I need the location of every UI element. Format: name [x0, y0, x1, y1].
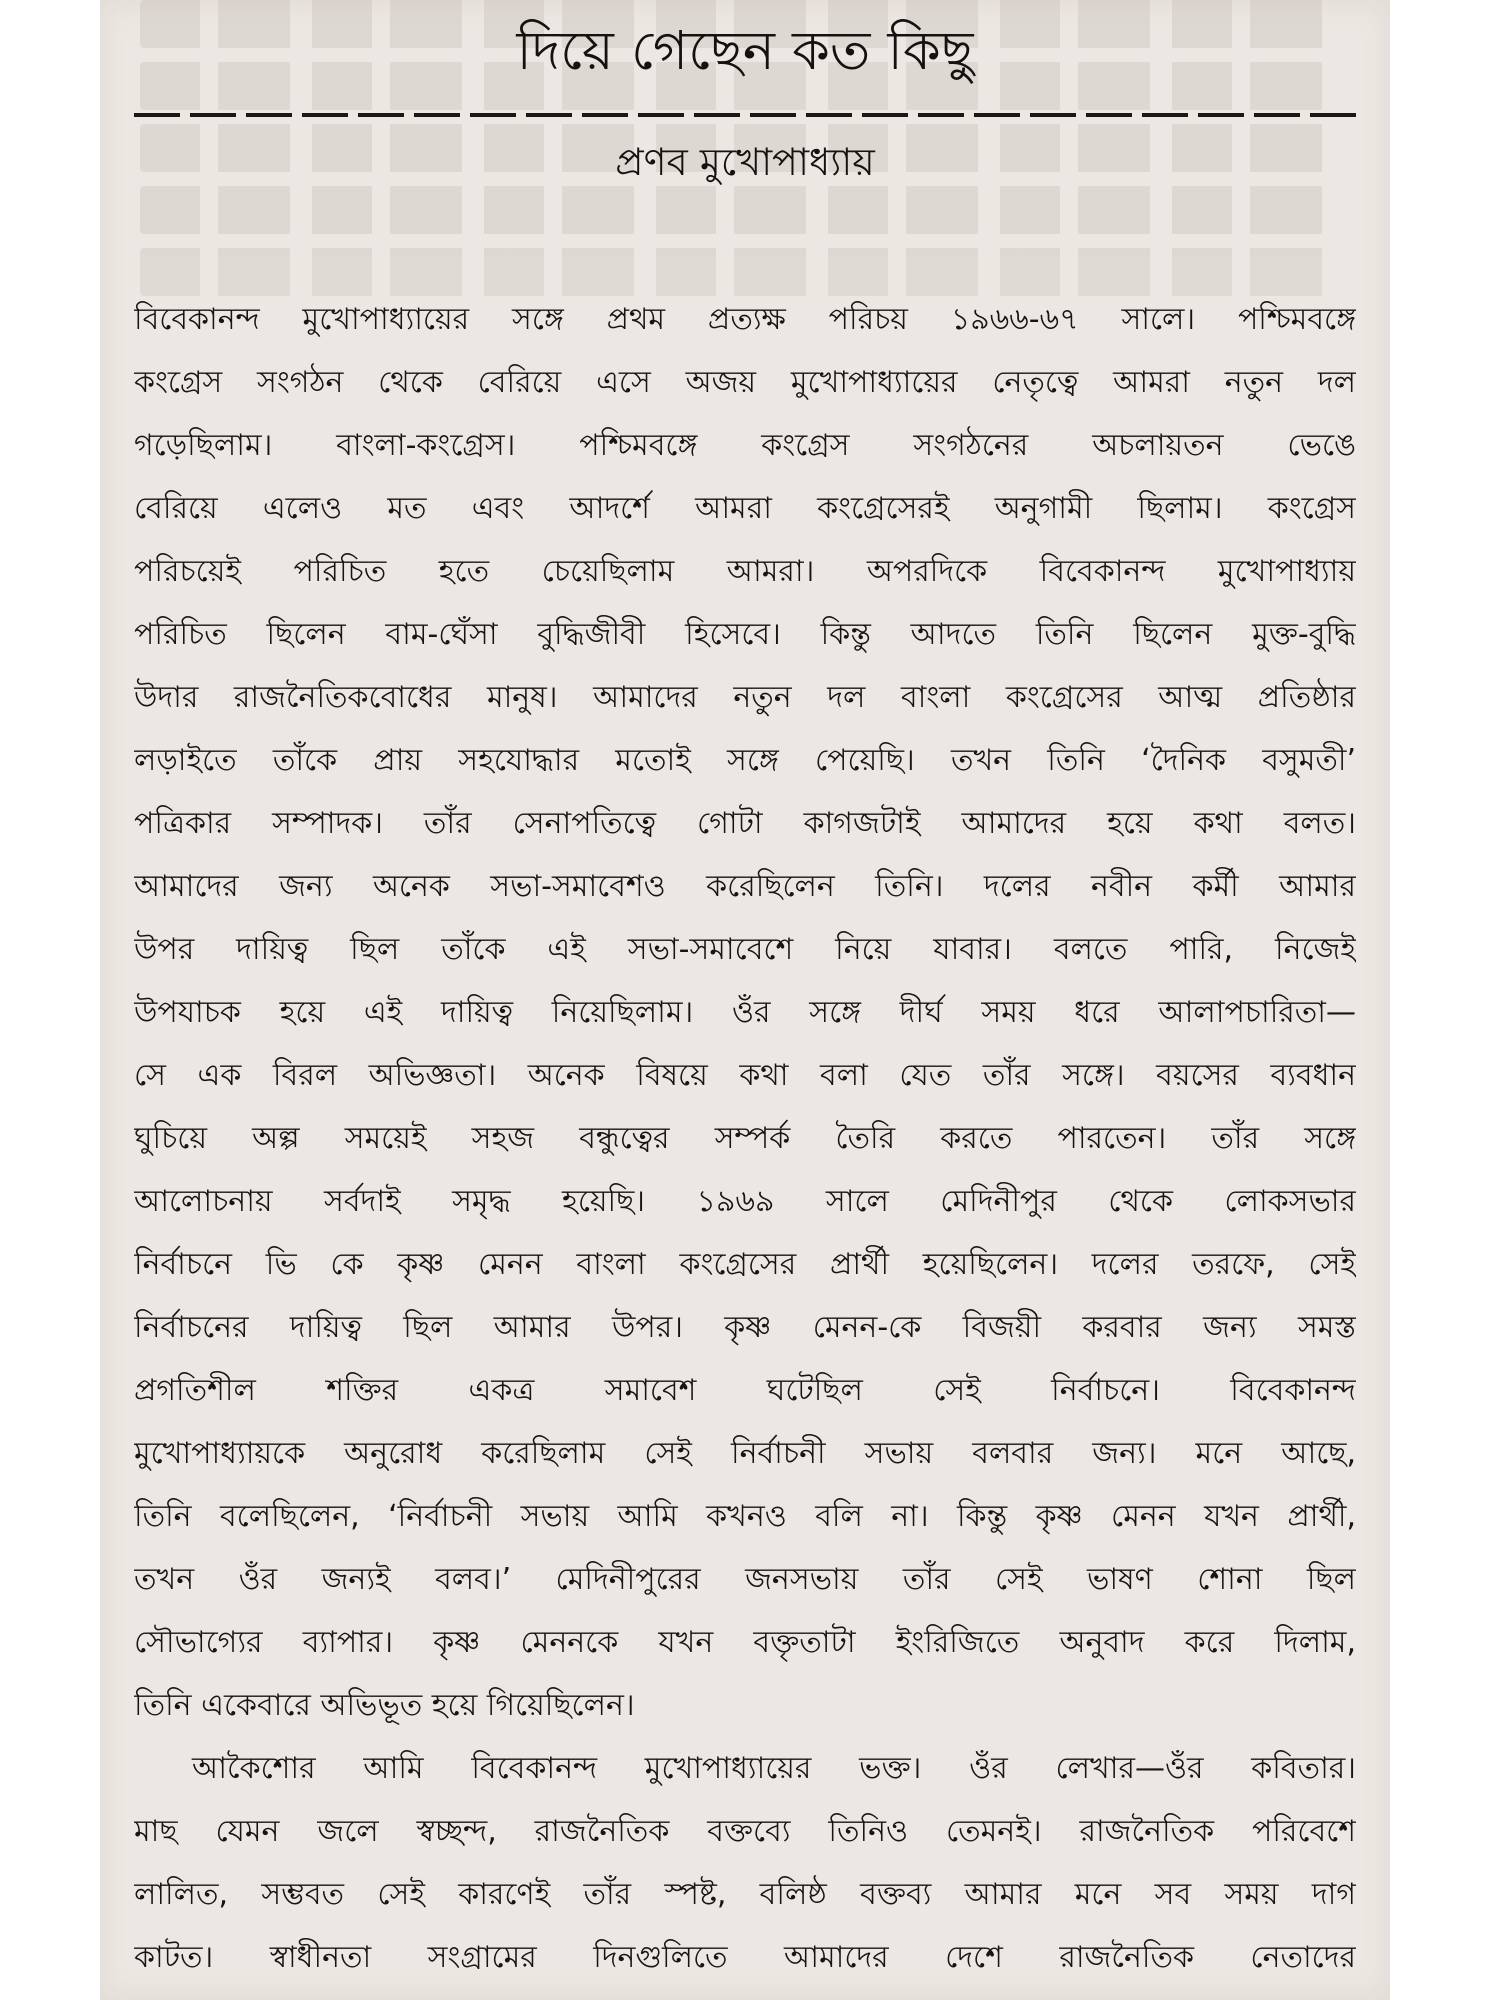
article-author: প্রণব মুখোপাধ্যায় [615, 140, 875, 184]
body-line: ঘুচিয়ে অল্প সময়েই সহজ বন্ধুত্বের সম্পর্ক তৈরি করতে পারতেন। তাঁর সঙ্গে [134, 1121, 1356, 1156]
body-line: লালিত, সম্ভবত সেই কারণেই তাঁর স্পষ্ট, বলিষ্ঠ বক্তব্য আমার মনে সব সময় দাগ [134, 1877, 1356, 1912]
body-line: মুখোপাধ্যায়কে অনুরোধ করেছিলাম সেই নির্বাচনী সভায় বলবার জন্য। মনে আছে, [134, 1436, 1356, 1471]
body-line: বিবেকানন্দ মুখোপাধ্যায়ের সঙ্গে প্রথম প্রত্যক্ষ পরিচয় ১৯৬৬-৬৭ সালে। পশ্চিমবঙ্গে [134, 302, 1356, 337]
body-line: নির্বাচনে ভি কে কৃষ্ণ মেনন বাংলা কংগ্রেসের প্রার্থী হয়েছিলেন। দলের তরফে, সেই [134, 1247, 1356, 1282]
body-line: গড়েছিলাম। বাংলা-কংগ্রেস। পশ্চিমবঙ্গে কংগ্রেস সংগঠনের অচলায়তন ভেঙে [134, 428, 1356, 463]
body-line: বেরিয়ে এলেও মত এবং আদর্শে আমরা কংগ্রেসেরই অনুগামী ছিলাম। কংগ্রেস [134, 491, 1356, 526]
body-line: উপর দায়িত্ব ছিল তাঁকে এই সভা-সমাবেশে নিয়ে যাবার। বলতে পারি, নিজেই [134, 932, 1356, 967]
body-line: তখন ওঁর জন্যই বলব।’ মেদিনীপুরের জনসভায় তাঁর সেই ভাষণ শোনা ছিল [134, 1562, 1356, 1597]
body-line: সৌভাগ্যের ব্যাপার। কৃষ্ণ মেননকে যখন বক্তৃতাটা ইংরিজিতে অনুবাদ করে দিলাম, [134, 1625, 1356, 1660]
body-line: তিনি বলেছিলেন, ‘নির্বাচনী সভায় আমি কখনও বলি না। কিন্তু কৃষ্ণ মেনন যখন প্রার্থী, [134, 1499, 1356, 1534]
book-page [100, 0, 1390, 2000]
body-line: প্রগতিশীল শক্তির একত্র সমাবেশ ঘটেছিল সেই নির্বাচনে। বিবেকানন্দ [134, 1373, 1356, 1408]
body-line: উপযাচক হয়ে এই দায়িত্ব নিয়েছিলাম। ওঁর সঙ্গে দীর্ঘ সময় ধরে আলাপচারিতা— [134, 995, 1356, 1030]
paragraph-end-line: তিনি একেবারে অভিভূত হয়ে গিয়েছিলেন। [134, 1688, 635, 1723]
body-line: পরিচিত ছিলেন বাম-ঘেঁসা বুদ্ধিজীবী হিসেবে। কিন্তু আদতে তিনি ছিলেন মুক্ত-বুদ্ধি [134, 617, 1356, 652]
body-line: আলোচনায় সর্বদাই সমৃদ্ধ হয়েছি। ১৯৬৯ সালে মেদিনীপুর থেকে লোকসভার [134, 1184, 1356, 1219]
article-body [134, 288, 1356, 1989]
body-line: লড়াইতে তাঁকে প্রায় সহযোদ্ধার মতোই সঙ্গে পেয়েছি। তখন তিনি ‘দৈনিক বসুমতী’ [134, 743, 1356, 778]
body-line: পরিচয়েই পরিচিত হতে চেয়েছিলাম আমরা। অপরদিকে বিবেকানন্দ মুখোপাধ্যায় [134, 554, 1356, 589]
body-line: পত্রিকার সম্পাদক। তাঁর সেনাপতিত্বে গোটা কাগজটাই আমাদের হয়ে কথা বলত। [134, 806, 1356, 841]
title-dashed-rule [134, 112, 1356, 118]
body-line: কাটত। স্বাধীনতা সংগ্রামের দিনগুলিতে আমাদের দেশে রাজনৈতিক নেতাদের [134, 1940, 1356, 1975]
paragraph-start-line: আকৈশোর আমি বিবেকানন্দ মুখোপাধ্যায়ের ভক্ত। ওঁর লেখার—ওঁর কবিতার। [192, 1751, 1356, 1786]
body-line: আমাদের জন্য অনেক সভা-সমাবেশও করেছিলেন তিনি। দলের নবীন কর্মী আমার [134, 869, 1356, 904]
body-line: সে এক বিরল অভিজ্ঞতা। অনেক বিষয়ে কথা বলা যেত তাঁর সঙ্গে। বয়সের ব্যবধান [134, 1058, 1356, 1093]
body-line: নির্বাচনের দায়িত্ব ছিল আমার উপর। কৃষ্ণ মেনন-কে বিজয়ী করবার জন্য সমস্ত [134, 1310, 1356, 1345]
body-line: মাছ যেমন জলে স্বচ্ছন্দ, রাজনৈতিক বক্তব্যে তিনিও তেমনই। রাজনৈতিক পরিবেশে [134, 1814, 1356, 1849]
body-line: উদার রাজনৈতিকবোধের মানুষ। আমাদের নতুন দল বাংলা কংগ্রেসের আত্ম প্রতিষ্ঠার [134, 680, 1356, 715]
body-line: কংগ্রেস সংগঠন থেকে বেরিয়ে এসে অজয় মুখোপাধ্যায়ের নেতৃত্বে আমরা নতুন দল [134, 365, 1356, 400]
article-title: দিয়ে গেছেন কত কিছু [516, 19, 974, 82]
